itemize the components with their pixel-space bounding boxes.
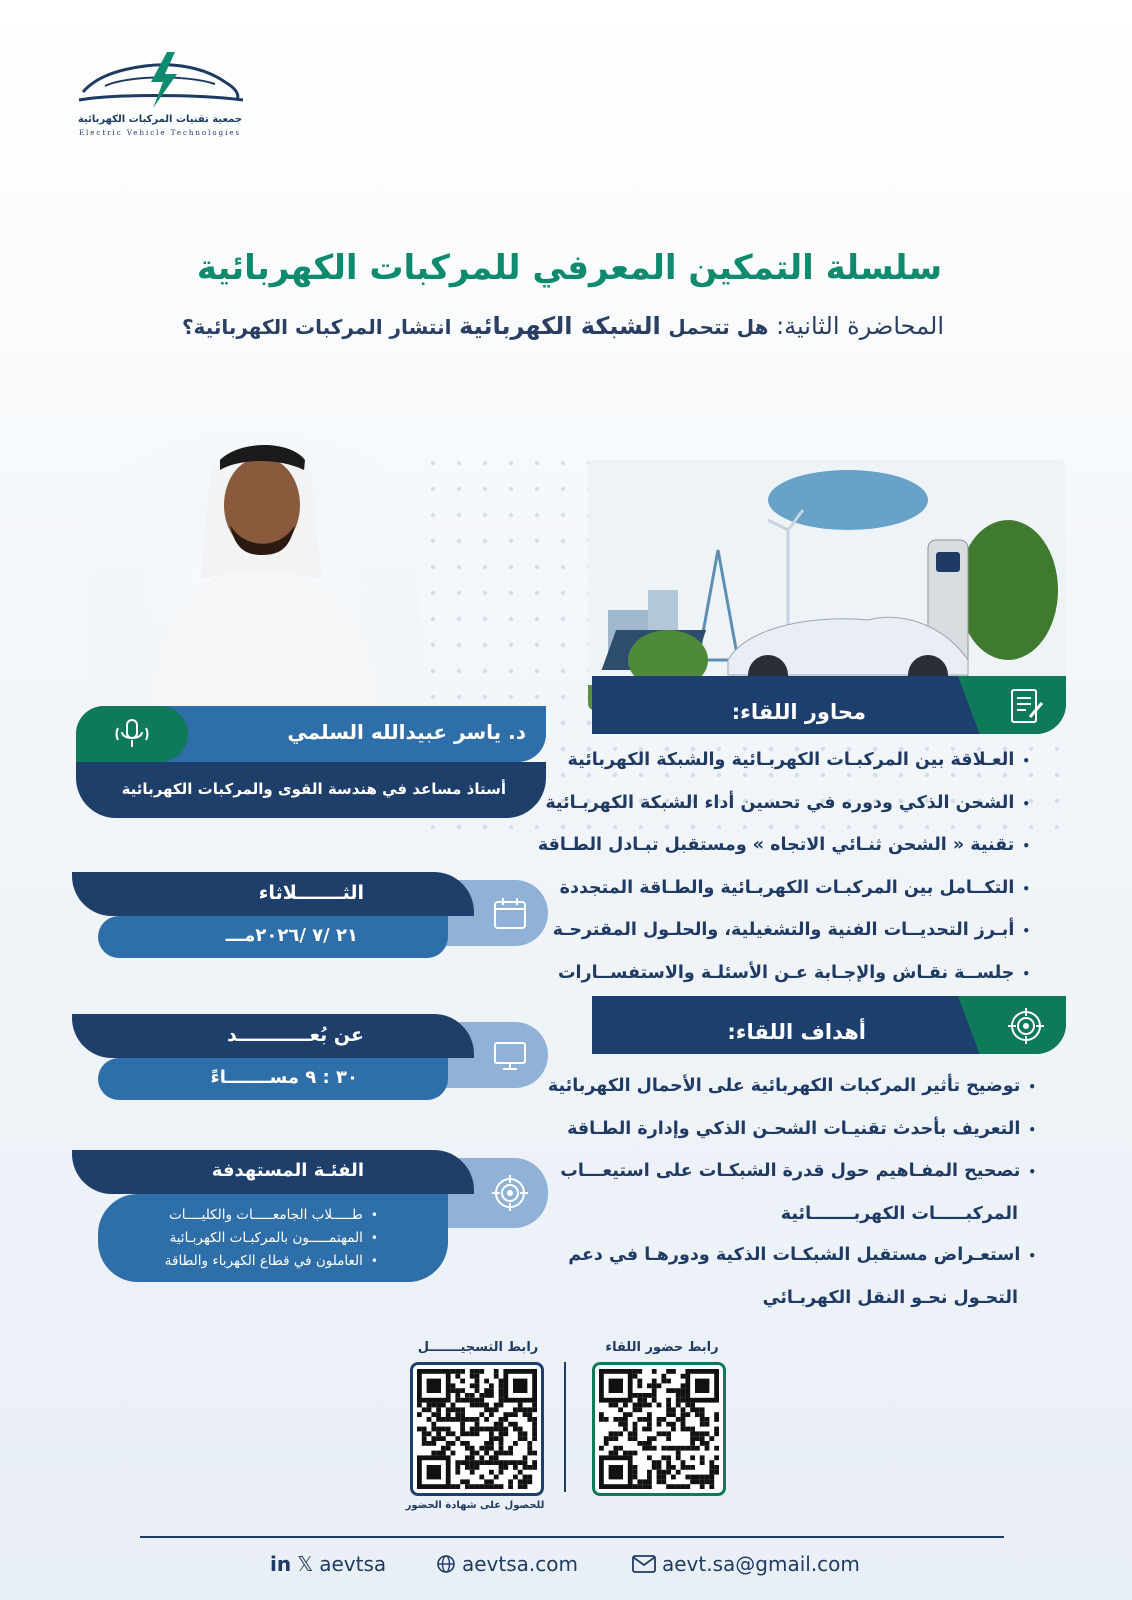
topics-list xyxy=(538,740,1030,995)
association-logo xyxy=(70,48,250,158)
footer-social[interactable] xyxy=(270,1552,386,1576)
ev-car-logo-icon xyxy=(75,48,245,112)
linkedin-icon: in xyxy=(270,1552,292,1576)
target-icon xyxy=(1004,1004,1048,1048)
goal-item: •تصحيح المفـاهيم حول قدرة الشبكـات على استيعـــاب xyxy=(560,1161,1036,1181)
x-icon: 𝕏 xyxy=(297,1552,314,1576)
register-qr-code[interactable] xyxy=(410,1362,544,1496)
topic-item: •الشحن الذكي ودوره في تحسين أداء الشبكة الكهربـائية xyxy=(545,792,1030,813)
topic-item: •التكــامل بين المركبـات الكهربـائية والطـاقة المتجددة xyxy=(559,877,1030,898)
goal-item: •التعريف بأحدث تقنيـات الشحـن الذكي وإدارة الطـاقة xyxy=(567,1118,1036,1139)
attend-qr-code[interactable] xyxy=(592,1362,726,1496)
question-part-3: انتشار المركبات الكهربائية؟ xyxy=(181,315,452,339)
footer-email[interactable] xyxy=(632,1552,860,1576)
speaker-name: د. ياسر عبيدالله السلمي xyxy=(287,720,526,744)
email-text: aevt.sa@gmail.com xyxy=(662,1552,860,1576)
topics-title: محاور اللقاء: xyxy=(731,700,866,724)
document-edit-icon xyxy=(1004,684,1048,728)
topic-item: •أبـرز التحديــات الفنية والتشغيلية، والحلـول المقترحـة xyxy=(552,920,1030,940)
question-part-1: هل تتحمل xyxy=(668,315,769,339)
audience-item: •العاملون في قطاع الكهرباء والطاقة xyxy=(164,1253,378,1269)
target-icon xyxy=(490,1173,530,1213)
audience-item: •المهتمـــــون بالمركبـات الكهربـائية xyxy=(169,1230,378,1246)
topic-item: •تقنية « الشحن ثنـائي الاتجاه » ومستقبل تبـادل الطـاقة xyxy=(537,835,1030,855)
date-banner xyxy=(98,916,448,958)
certificate-note: للحصول على شهادة الحضور xyxy=(405,1500,545,1511)
goals-title: أهداف اللقاء: xyxy=(727,1020,866,1044)
attend-link-label: رابط حضور اللقاء xyxy=(605,1340,719,1355)
page-title: سلسلة التمكين المعرفي للمركبات الكهربائية xyxy=(196,248,942,288)
goals-list xyxy=(548,1066,1036,1319)
speaker-title-banner xyxy=(76,762,546,818)
calendar-icon xyxy=(490,894,530,934)
qr-divider xyxy=(564,1362,566,1492)
globe-icon xyxy=(436,1554,456,1574)
speaker-title: أستاذ مساعد في هندسة القوى والمركبات الكهربائية xyxy=(121,780,506,798)
mail-icon xyxy=(632,1555,656,1573)
goal-item-continuation: التحـول نحـو النقل الكهربـائي xyxy=(762,1287,1018,1308)
event-time: ٣٠ : ٩ مســـــــاءً xyxy=(210,1067,358,1088)
monitor-icon xyxy=(490,1036,530,1076)
ev-charging-illustration xyxy=(588,460,1066,710)
question-part-2: الشبكة الكهربائية xyxy=(459,312,661,340)
topic-item: •العـلاقة بين المركبـات الكهربـائية والشبكة الكهربائية xyxy=(567,750,1030,770)
goal-item-continuation: المركبـــــات الكهربـــــــائية xyxy=(780,1203,1018,1224)
goal-item: •استعـراض مستقبل الشبكـات الذكية ودورهـا في دعم xyxy=(568,1245,1036,1265)
event-mode: عن بُعـــــــــــد xyxy=(227,1024,364,1046)
topics-header xyxy=(592,676,1066,732)
register-link-label: رابط التسجيـــــــل xyxy=(417,1340,539,1355)
logo-name-en: Electric Vehicle Technologies xyxy=(78,129,242,137)
topic-item: •جلســة نقـاش والإجـابة عـن الأسئلـة والاستفســارات xyxy=(557,962,1030,983)
audience-list xyxy=(98,1194,448,1282)
speaker-name-banner xyxy=(76,706,546,762)
event-day: الثـــــــلاثاء xyxy=(258,882,364,904)
microphone-icon xyxy=(76,706,188,762)
goal-item: •توضيح تأثير المركبات الكهربائية على الأحمال الكهربائية xyxy=(547,1076,1036,1096)
event-date: ٢١ /٧ /٢٠٢٦مـــ xyxy=(225,925,358,946)
lecture-label: المحاضرة الثانية: xyxy=(776,312,944,340)
time-banner xyxy=(98,1058,448,1100)
website-text: aevtsa.com xyxy=(462,1552,578,1576)
audience-banner xyxy=(72,1150,474,1194)
footer-divider xyxy=(140,1536,1004,1538)
goals-header xyxy=(592,996,1066,1052)
footer-website[interactable] xyxy=(436,1552,578,1576)
mode-banner xyxy=(72,1014,474,1058)
social-handle: aevtsa xyxy=(319,1552,387,1576)
lecture-subtitle xyxy=(182,312,944,340)
audience-label: الفئـة المستهدفة xyxy=(211,1160,364,1181)
audience-item: •طـــــلاب الجامعـــــات والكليــــات xyxy=(168,1207,378,1223)
speaker-photo xyxy=(90,420,420,706)
logo-name-ar: جمعية تقنيات المركبات الكهربائية xyxy=(77,114,243,125)
day-banner xyxy=(72,872,474,916)
